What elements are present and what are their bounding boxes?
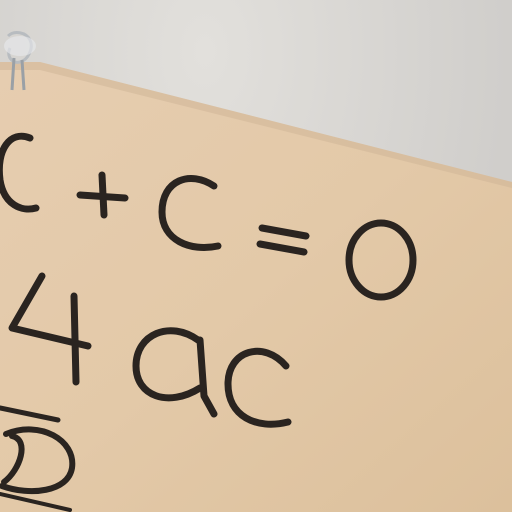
glyph-c-3 <box>228 351 288 424</box>
glyph-a-stem <box>200 340 214 414</box>
glyph-equals-2 <box>260 244 304 252</box>
glyph-equals-1 <box>262 228 306 236</box>
rule-line <box>0 408 58 420</box>
glyph-zero <box>349 223 413 297</box>
